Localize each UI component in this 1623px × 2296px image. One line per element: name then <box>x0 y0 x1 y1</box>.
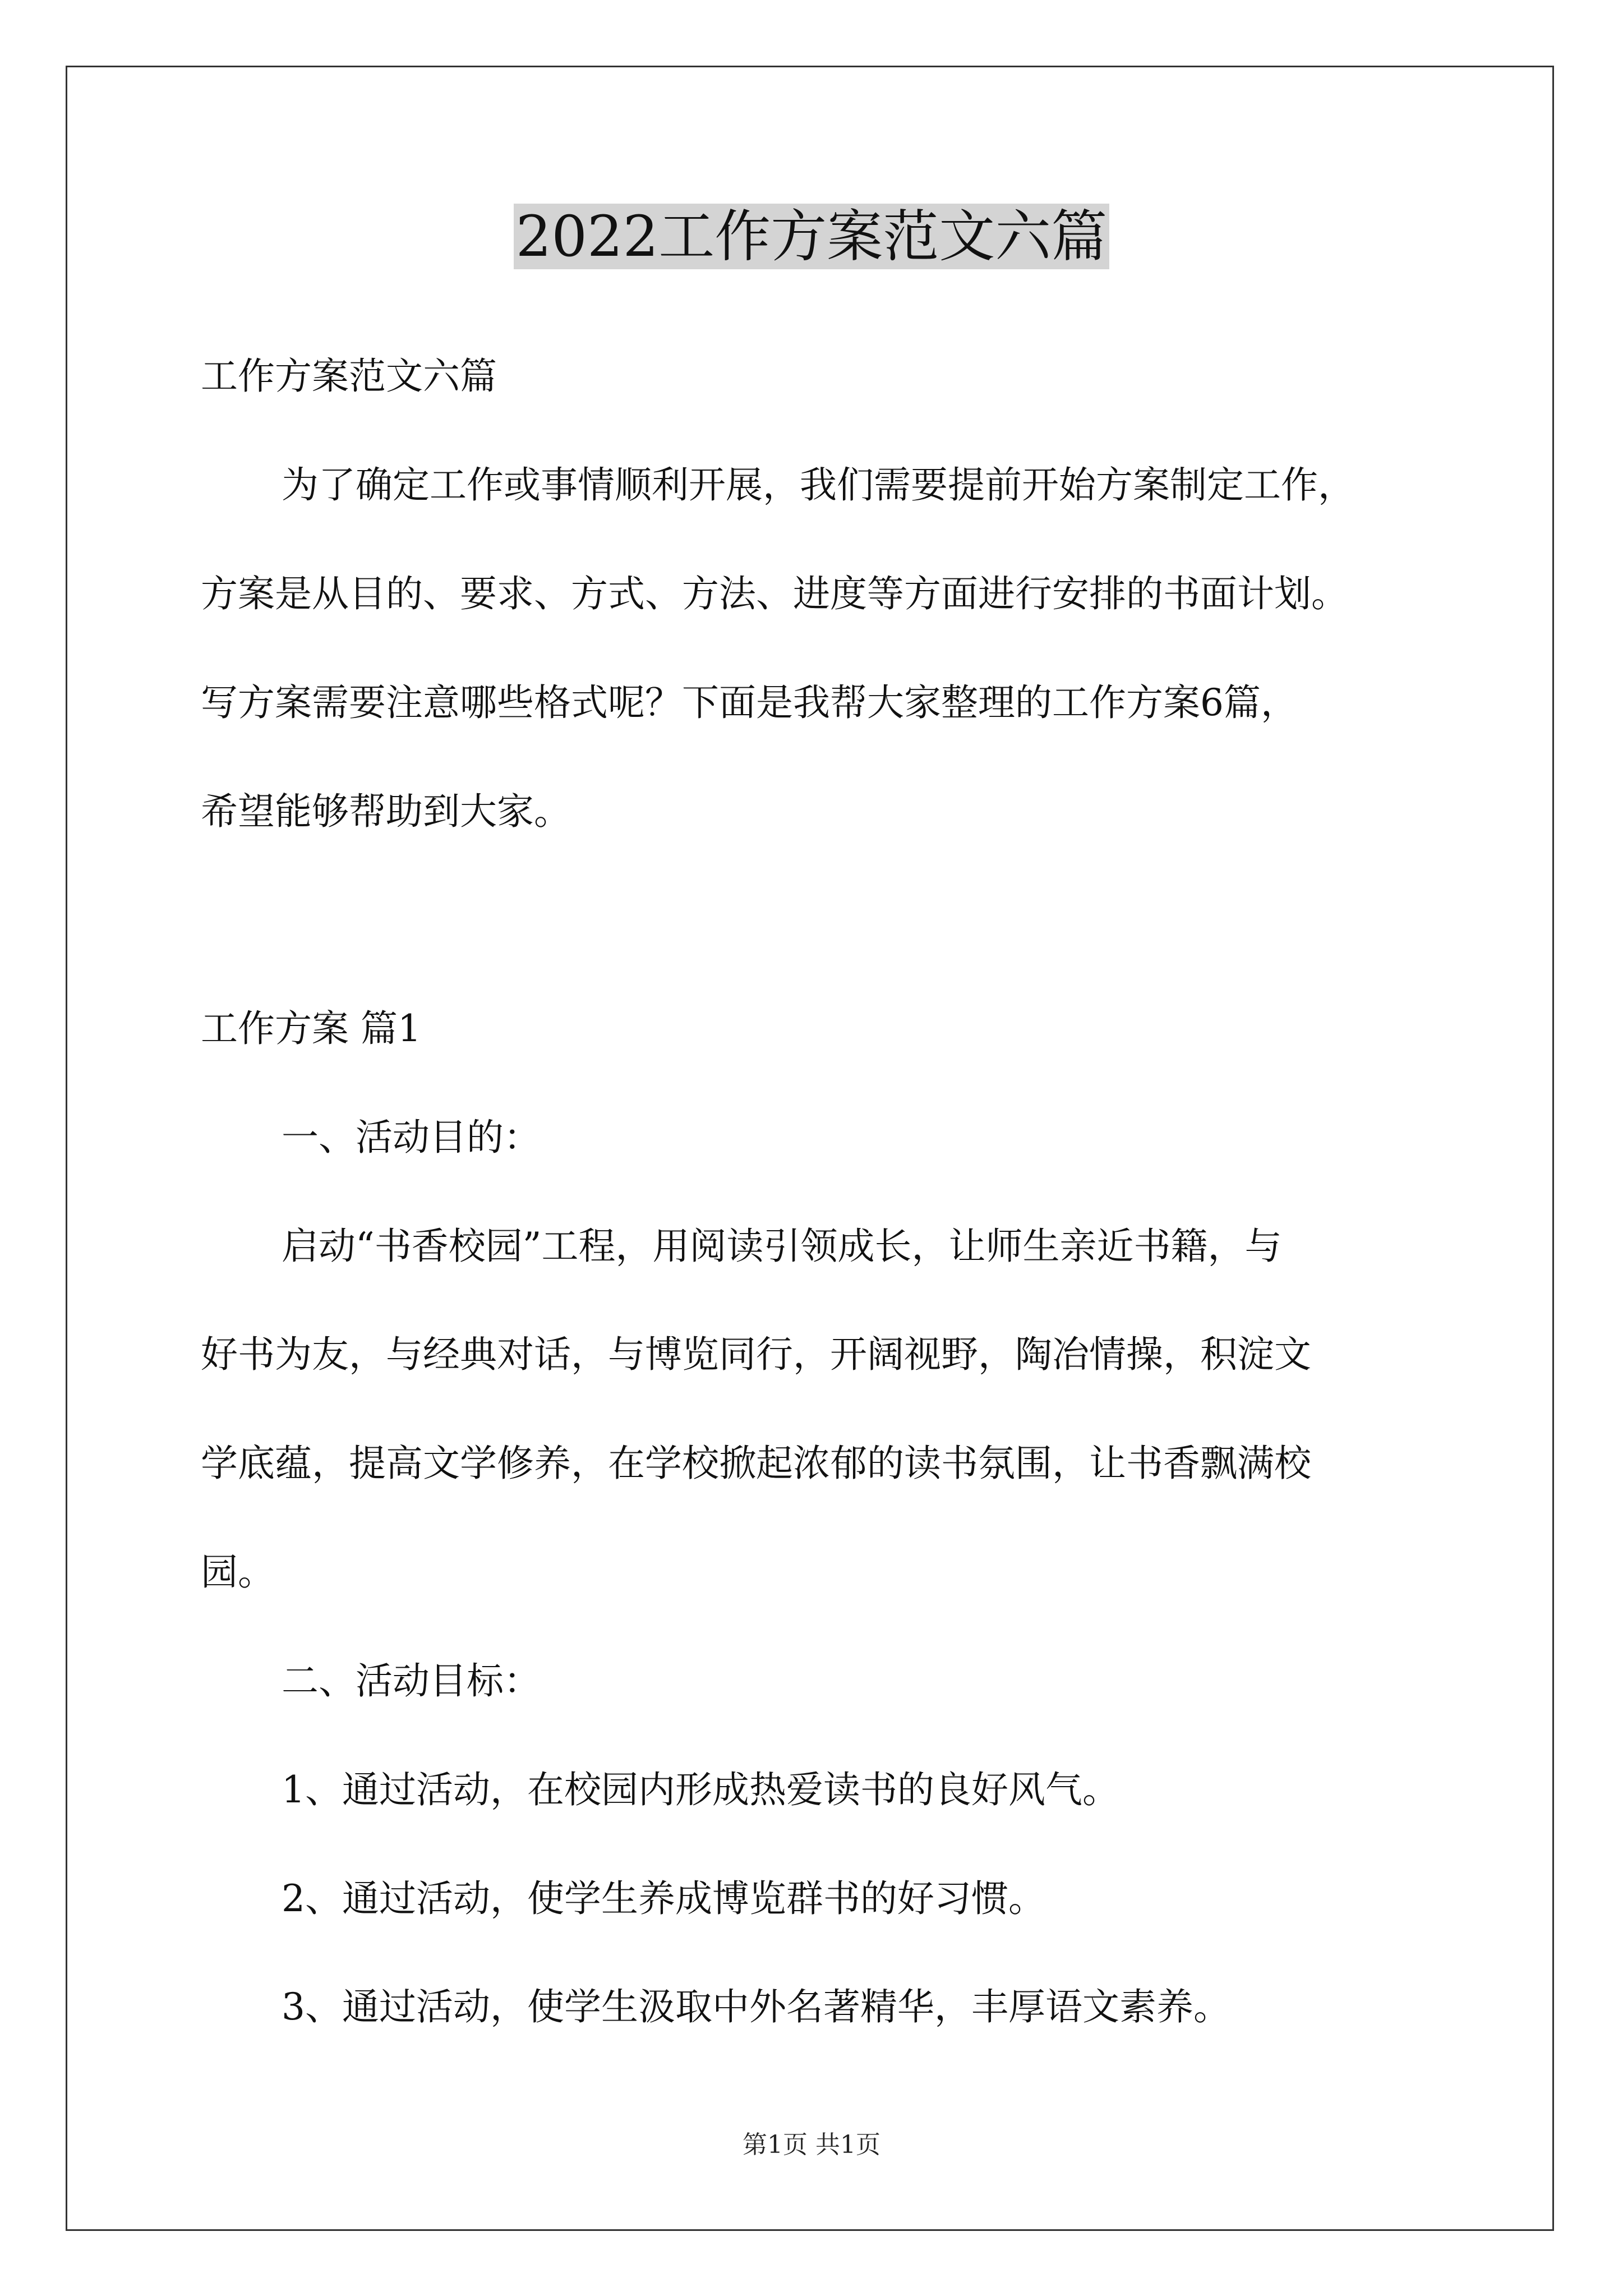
purpose-line-2: 好书为友，与经典对话，与博览同行，开阔视野，陶冶情操，积淀文 <box>201 1333 1311 1376</box>
intro-line-2: 方案是从目的、要求、方式、方法、进度等方面进行安排的书面计划。 <box>201 572 1348 615</box>
document-title-text: 2022工作方案范文六篇 <box>514 204 1110 269</box>
purpose-line-3: 学底蕴，提高文学修养，在学校掀起浓郁的读书氛围，让书香飘满校 <box>201 1442 1311 1485</box>
intro-line-1: 为了确定工作或事情顺利开展，我们需要提前开始方案制定工作， <box>282 463 1355 507</box>
goal-item-3: 3、通过活动，使学生汲取中外名著精华，丰厚语文素养。 <box>282 1985 1230 2028</box>
purpose-heading: 一、活动目的： <box>282 1116 541 1159</box>
purpose-line-1: 启动“书香校园”工程，用阅读引领成长，让师生亲近书籍，与 <box>282 1225 1282 1268</box>
goal-heading: 二、活动目标： <box>282 1659 541 1703</box>
page-footer: 第1页 共1页 <box>743 2131 880 2159</box>
goal-item-2: 2、通过活动，使学生养成博览群书的好习惯。 <box>282 1877 1045 1920</box>
purpose-line-4: 园。 <box>201 1550 275 1594</box>
document-subtitle: 工作方案范文六篇 <box>201 355 497 398</box>
section-heading: 工作方案 篇1 <box>201 1007 421 1050</box>
intro-line-4: 希望能够帮助到大家。 <box>201 790 571 833</box>
document-title <box>0 197 1623 276</box>
goal-item-1: 1、通过活动，在校园内形成热爱读书的良好风气。 <box>282 1768 1119 1811</box>
intro-line-3: 写方案需要注意哪些格式呢？下面是我帮大家整理的工作方案6篇， <box>201 681 1298 724</box>
